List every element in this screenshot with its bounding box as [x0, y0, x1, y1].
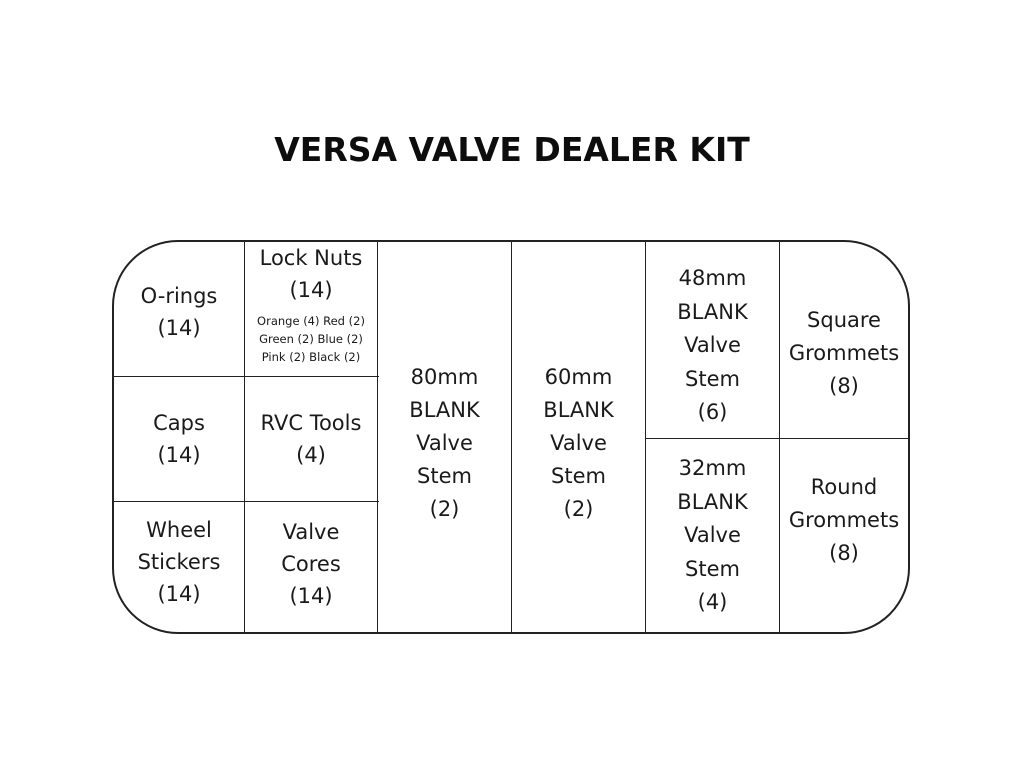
compartment-label: 48mm [678, 266, 747, 291]
compartment-label: Grommets [788, 507, 900, 532]
compartment-square-grommets [780, 242, 908, 438]
compartment-label: BLANK [543, 397, 614, 422]
compartment-lock-nuts [245, 242, 377, 376]
compartment-label: Stem [685, 366, 740, 391]
compartment-caps [114, 376, 244, 501]
compartment-wheel-stickers [114, 501, 244, 632]
lock-nut-colors: Green (2) Blue (2) [259, 332, 363, 346]
compartment-count: (2) [563, 496, 594, 521]
compartment-label: O-rings [140, 284, 218, 308]
compartment-count: (14) [157, 316, 201, 340]
compartment-label: Wheel [146, 517, 212, 542]
compartment-label: Stem [417, 463, 472, 488]
lock-nut-colors: Orange (4) Red (2) [257, 314, 365, 328]
compartment-count: (14) [289, 583, 333, 608]
compartment-label: BLANK [677, 489, 748, 514]
compartment-count: (8) [829, 540, 859, 565]
lock-nut-colors: Pink (2) Black (2) [261, 350, 361, 364]
compartment-label: Valve [416, 430, 473, 455]
compartment-label: RVC Tools [260, 410, 362, 435]
compartment-count: (4) [697, 590, 728, 615]
compartment-round-grommets [780, 438, 908, 632]
compartment-label: Valve [282, 519, 340, 544]
compartment-label: Caps [153, 410, 205, 435]
compartment-count: (4) [296, 442, 326, 467]
compartment-label: 60mm [544, 364, 613, 389]
compartment-label: Stem [551, 463, 606, 488]
compartment-label: Cores [281, 551, 341, 576]
compartment-count: (14) [157, 581, 201, 606]
compartment-label: Square [807, 307, 881, 332]
compartment-48mm-valve-stem [646, 242, 779, 438]
compartment-label: Grommets [788, 340, 900, 365]
compartment-label: Round [810, 474, 878, 499]
compartment-count: (8) [829, 373, 859, 398]
compartment-count: (6) [697, 400, 728, 425]
kit-tray [112, 240, 910, 634]
compartment-32mm-valve-stem [646, 438, 779, 632]
compartment-60mm-valve-stem [512, 242, 645, 632]
compartment-count: (14) [289, 278, 333, 302]
compartment-valve-cores [245, 501, 377, 632]
compartment-label: Valve [684, 523, 741, 548]
compartment-label: 32mm [678, 456, 747, 481]
compartment-label: BLANK [677, 299, 748, 324]
compartment-label: Stem [685, 556, 740, 581]
compartment-label: BLANK [409, 397, 480, 422]
compartment-count: (2) [429, 496, 460, 521]
compartment-label: 80mm [410, 364, 479, 389]
compartment-80mm-valve-stem [378, 242, 511, 632]
compartment-label: Stickers [137, 549, 221, 574]
compartment-count: (14) [157, 442, 201, 467]
kit-title: VERSA VALVE DEALER KIT [274, 130, 750, 169]
compartment-rvc-tools [245, 376, 377, 501]
compartment-label: Valve [550, 430, 607, 455]
compartment-label: Lock Nuts [259, 246, 363, 270]
compartment-label: Valve [684, 333, 741, 358]
compartment-o-rings [114, 242, 244, 376]
